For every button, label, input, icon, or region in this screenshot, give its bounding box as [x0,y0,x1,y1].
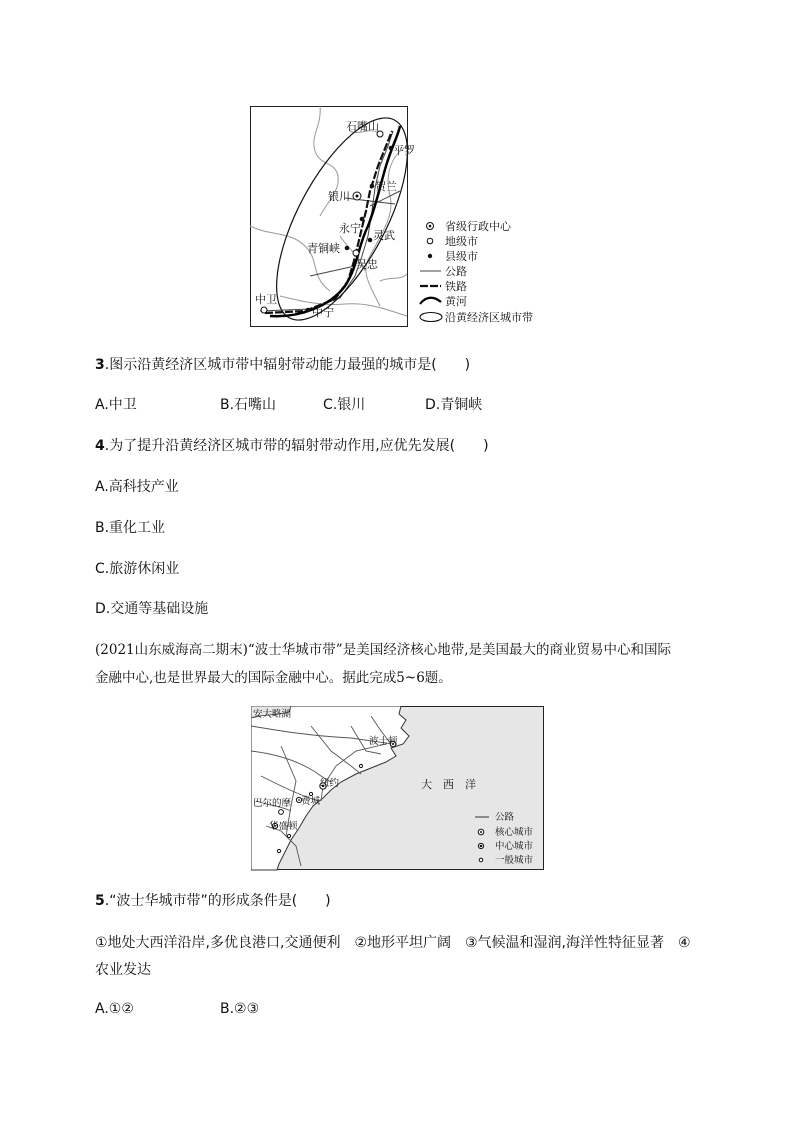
q4-option-a[interactable]: A.高科技产业 [95,479,179,495]
legend-railway: 铁路 [445,280,467,293]
legend-prefecture-city: 地级市 [445,235,478,248]
q3-option-a[interactable]: A.中卫 [95,397,137,413]
label-zhongning: 中宁 [312,306,334,319]
legend-prefecture-icon [427,238,433,244]
legend-highway: 公路 [445,265,467,278]
question-5: 5.“波士华城市带”的形成条件是( ) [95,893,331,909]
marker-yinchuan-inner [356,195,359,198]
q4-option-c[interactable]: C.旅游休闲业 [95,561,180,577]
marker-zhongning [306,308,311,313]
legend-county-city: 县级市 [445,250,478,263]
q3-option-d[interactable]: D.青铜峡 [425,397,483,413]
map-yellow-river-economic-zone [250,106,550,328]
q3-option-c[interactable]: C.银川 [323,397,366,413]
label-newyork: 纽约 [320,778,340,789]
label-ontario: 安大略湖 [253,709,292,720]
label-philadelphia: 费城 [301,796,321,807]
label-baltimore: 巴尔的摩 [253,798,292,809]
question-3: 3.图示沿黄经济区城市带中辐射带动能力最强的城市是( ) [95,357,471,373]
label-shizuishan: 石嘴山 [346,120,379,133]
marker-baltimore [279,810,284,815]
question-4-number: 4 [95,438,105,454]
map1-legend [420,219,533,324]
label-yongning: 永宁 [339,222,361,235]
q4-option-b[interactable]: B.重化工业 [95,520,166,536]
legend2-general-city: 一般城市 [495,855,534,866]
label-atlantic-ocean: 大 西 洋 [421,778,476,791]
label-boston: 波士顿 [369,736,398,747]
label-qingtongxia: 青铜峡 [307,242,340,255]
legend-belt-icon [420,313,442,322]
legend-provincial-center: 省级行政中心 [445,220,511,233]
q5-option-b[interactable]: B.②③ [220,1001,260,1017]
q5-conditions-line-1: ①地处大西洋沿岸,多优良港口,交通便利 ②地形平坦广阔 ③气候温和湿润,海洋性特征显著 ④ [95,935,691,951]
intro-line-2: 金融中心,也是世界最大的国际金融中心。据此完成5~6题。 [95,670,452,686]
marker-qingtongxia [345,246,350,251]
legend-county-icon [428,254,432,258]
legend-river-icon [420,298,441,304]
legend-city-belt: 沿黄经济区城市带 [445,311,533,324]
label-washington: 华盛顿 [269,821,298,832]
label-pingluo: 平罗 [393,144,415,157]
q5-conditions-line-2: 农业发达 [95,962,151,978]
question-4-stem: 为了提升沿黄经济区城市带的辐射带动作用,应优先发展( ) [109,438,489,454]
legend2-core-city: 核心城市 [495,827,534,838]
label-helan: 贺兰 [375,180,397,193]
intro-line-1: (2021山东威海高二期末)“波士华城市带”是美国经济核心地带,是美国最大的商业贸易中心和国际 [95,642,671,658]
marker-yongning [360,217,365,222]
label-wuzhong: 吴忠 [356,258,378,271]
question-5-number: 5 [95,893,105,909]
marker-helan [370,184,375,189]
legend2-central-city: 中心城市 [495,841,534,852]
legend2-general-icon [479,858,483,862]
question-4: 4.为了提升沿黄经济区城市带的辐射带动作用,应优先发展( ) [95,438,489,454]
question-3-stem: 图示沿黄经济区城市带中辐射带动能力最强的城市是( ) [109,357,471,373]
marker-lingwu [368,238,373,243]
marker-wuzhong [353,250,359,256]
question-3-number: 3 [95,357,105,373]
map-boswash-megalopolis [251,706,545,871]
question-5-stem: “波士华城市带”的形成条件是( ) [109,893,331,909]
label-lingwu: 灵武 [373,229,395,242]
legend-yellow-river: 黄河 [445,295,467,308]
label-zhongwei: 中卫 [255,293,277,306]
q5-option-a[interactable]: A.①② [95,1001,134,1017]
label-yinchuan: 银川 [328,190,350,203]
q4-option-d[interactable]: D.交通等基础设施 [95,601,209,617]
legend2-highway: 公路 [495,812,515,823]
marker-zhongwei [261,307,267,313]
q3-option-b[interactable]: B.石嘴山 [220,397,277,413]
